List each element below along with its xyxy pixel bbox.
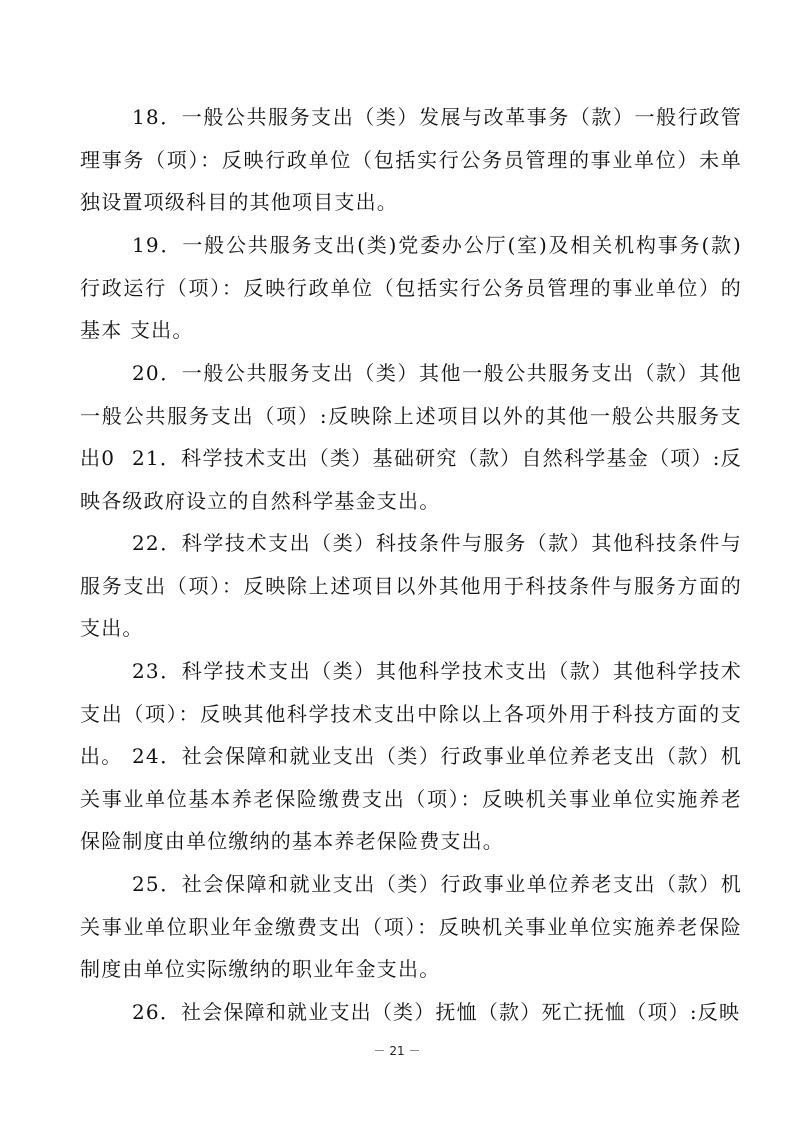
paragraph-26: 26．社会保障和就业支出（类）抚恤（款）死亡抚恤（项）:反映 xyxy=(132,1000,741,1024)
paragraph-18: 18．一般公共服务支出（类）发展与改革事务（款）一般行政管理事务（项）：反映行政单位（包括实行公务员管理的事业单位）未单独设置项级科目的其他项目支出。 xyxy=(80,105,742,214)
page-number: － 21 － xyxy=(373,1044,421,1058)
paragraph-20: 20．一般公共服务支出（类）其他一般公共服务支出（款）其他一般公共服务支出（项）:反映除上述项目以外的其他一般公共服务支出0 xyxy=(80,361,742,470)
paragraph-21: 21．科学技术支出（类）基础研究（款）自然科学基金（项）:反映各级政府设立的自然科学基金支出。 xyxy=(80,446,742,513)
paragraph-22: 22．科学技术支出（类）科技条件与服务（款）其他科技条件与服务支出（项）：反映除上述项目以外其他用于科技条件与服务方面的支出。 xyxy=(80,531,742,640)
paragraph-25: 25．社会保障和就业支出（类）行政事业单位养老支出（款）机关事业单位职业年金缴费支出（项）：反映机关事业单位实施养老保险制度由单位实际缴纳的职业年金支出。 xyxy=(80,872,742,981)
paragraph-19: 19．一般公共服务支出(类)党委办公厅(室)及相关机构事务(款)行政运行（项）：反映行政单位（包括实行公务员管理的事业单位）的基本 支出。 xyxy=(80,233,742,342)
paragraph-23: 23．科学技术支出（类）其他科学技术支出（款）其他科学技术支出（项）：反映其他科学技术支出中除以上各项外用于科技方面的支出。 xyxy=(80,659,742,768)
paragraph-24: 24．社会保障和就业支出（类）行政事业单位养老支出（款）机关事业单位基本养老保险缴费支出（项）：反映机关事业单位实施养老保险制度由单位缴纳的基本养老保险费支出。 xyxy=(80,744,742,853)
